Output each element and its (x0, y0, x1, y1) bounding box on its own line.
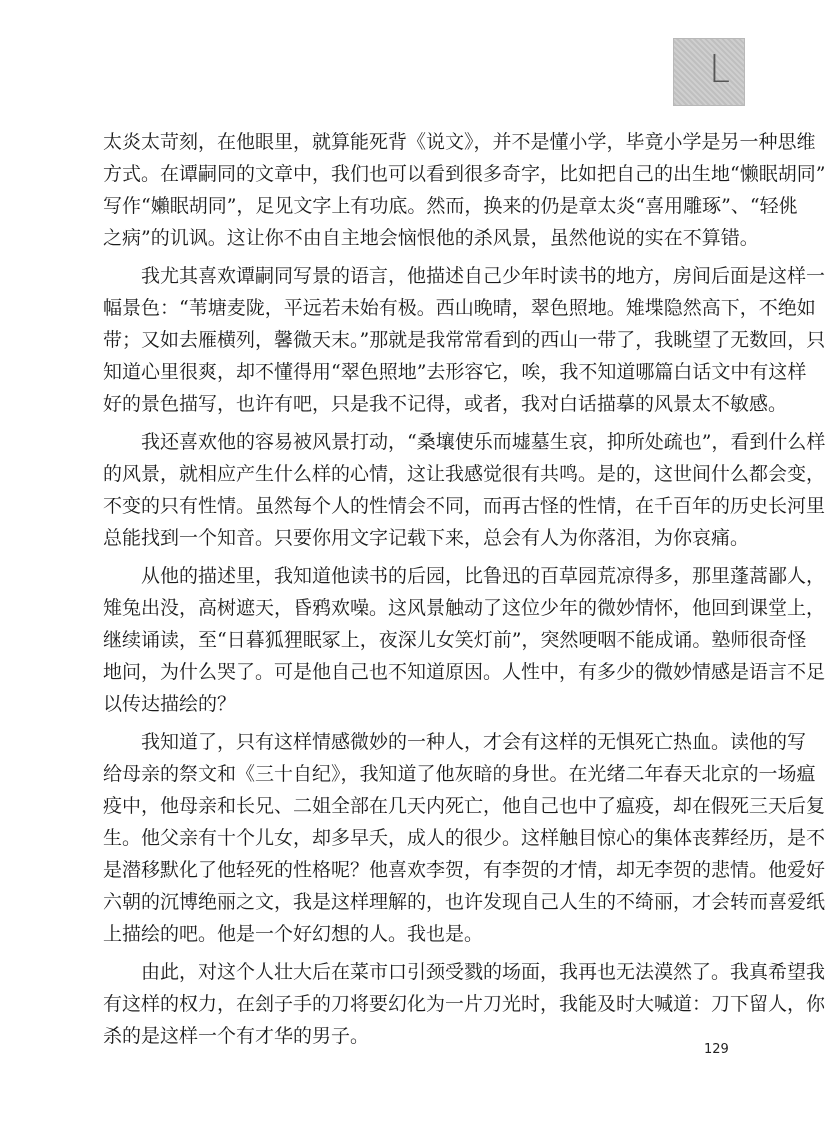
text-line: 之病”的讥讽。这让你不由自主地会恼恨他的杀风景，虽然他说的实在不算错。 (103, 227, 759, 249)
paragraph (103, 126, 825, 254)
page-number: 129 (704, 1042, 729, 1057)
text-line: 地问，为什么哭了。可是他自己也不知道原因。人性中，有多少的微妙情感是语言不足 (103, 661, 825, 683)
text-line: 是潜移默化了他轻死的性格呢？他喜欢李贺，有李贺的才情，却无李贺的悲情。他爱好 (103, 859, 825, 881)
text-line: 上描绘的吧。他是一个好幻想的人。我也是。 (103, 923, 484, 945)
text-line: 不变的只有性情。虽然每个人的性情会不同，而再古怪的性情，在千百年的历史长河里 (103, 495, 825, 517)
text-line: 我知道了，只有这样情感微妙的一种人，才会有这样的无惧死亡热血。读他的写 (141, 731, 807, 753)
text-line: 我还喜欢他的容易被风景打动，“桑壤使乐而墟墓生哀，抑所处疏也”，看到什么样 (141, 431, 825, 453)
paragraph (103, 726, 825, 950)
body-text (103, 126, 825, 1058)
section-tab-letter: L (708, 47, 730, 91)
text-line: 生。他父亲有十个儿女，却多早夭，成人的很少。这样触目惊心的集体丧葬经历，是不 (103, 827, 825, 849)
text-line: 给母亲的祭文和《三十自纪》，我知道了他灰暗的身世。在光绪二年春天北京的一场瘟 (103, 763, 816, 785)
text-line: 知道心里很爽，却不懂得用“翠色照地”去形容它，唉，我不知道哪篇白话文中有这样 (103, 361, 807, 383)
text-line: 方式。在谭嗣同的文章中，我们也可以看到很多奇字，比如把自己的出生地“懒眠胡同” (103, 163, 825, 185)
text-line: 以传达描绘的？ (103, 693, 237, 715)
text-line: 带；又如去雁横列，馨微天末。”那就是我常常看到的西山一带了，我眺望了无数回，只 (103, 329, 825, 351)
text-line: 好的景色描写，也许有吧，只是我不记得，或者，我对白话描摹的风景太不敏感。 (103, 393, 788, 415)
text-line: 太炎太苛刻，在他眼里，就算能死背《说文》，并不是懂小学，毕竟小学是另一种思维 (103, 131, 816, 153)
text-line: 杀的是这样一个有才华的男子。 (103, 1025, 370, 1047)
text-line: 雉兔出没，高树遮天，昏鸦欢噪。这风景触动了这位少年的微妙情怀，他回到课堂上， (103, 597, 825, 619)
section-tab (673, 38, 745, 106)
paragraph (103, 426, 825, 554)
text-line: 的风景，就相应产生什么样的心情，这让我感觉很有共鸣。是的，这世间什么都会变， (103, 463, 825, 485)
text-line: 我尤其喜欢谭嗣同写景的语言，他描述自己少年时读书的地方，房间后面是这样一 (141, 265, 825, 287)
text-line: 从他的描述里，我知道他读书的后园，比鲁迅的百草园荒凉得多，那里蓬蒿鄙人， (141, 565, 825, 587)
text-line: 写作“嬾眠胡同”，足见文字上有功底。然而，换来的仍是章太炎“喜用雕琢”、“轻佻 (103, 195, 798, 217)
text-line: 幅景色：“苇塘麦陇，平远若未始有极。西山晚晴，翠色照地。雉堞隐然高下，不绝如 (103, 297, 816, 319)
text-line: 疫中，他母亲和长兄、二姐全部在几天内死亡，他自己也中了瘟疫，却在假死三天后复 (103, 795, 825, 817)
paragraph (103, 956, 825, 1052)
text-line: 六朝的沉博绝丽之文，我是这样理解的，也许发现自己人生的不绮丽，才会转而喜爱纸 (103, 891, 825, 913)
text-line: 由此，对这个人壮大后在菜市口引颈受戮的场面，我再也无法漠然了。我真希望我 (141, 961, 825, 983)
text-line: 有这样的权力，在刽子手的刀将要幻化为一片刀光时，我能及时大喊道：刀下留人，你 (103, 993, 825, 1015)
paragraph (103, 560, 825, 720)
paragraph (103, 260, 825, 420)
text-line: 继续诵读，至“日暮狐狸眠冢上，夜深儿女笑灯前”，突然哽咽不能成诵。塾师很奇怪 (103, 629, 807, 651)
text-line: 总能找到一个知音。只要你用文字记载下来，总会有人为你落泪，为你哀痛。 (103, 527, 750, 549)
